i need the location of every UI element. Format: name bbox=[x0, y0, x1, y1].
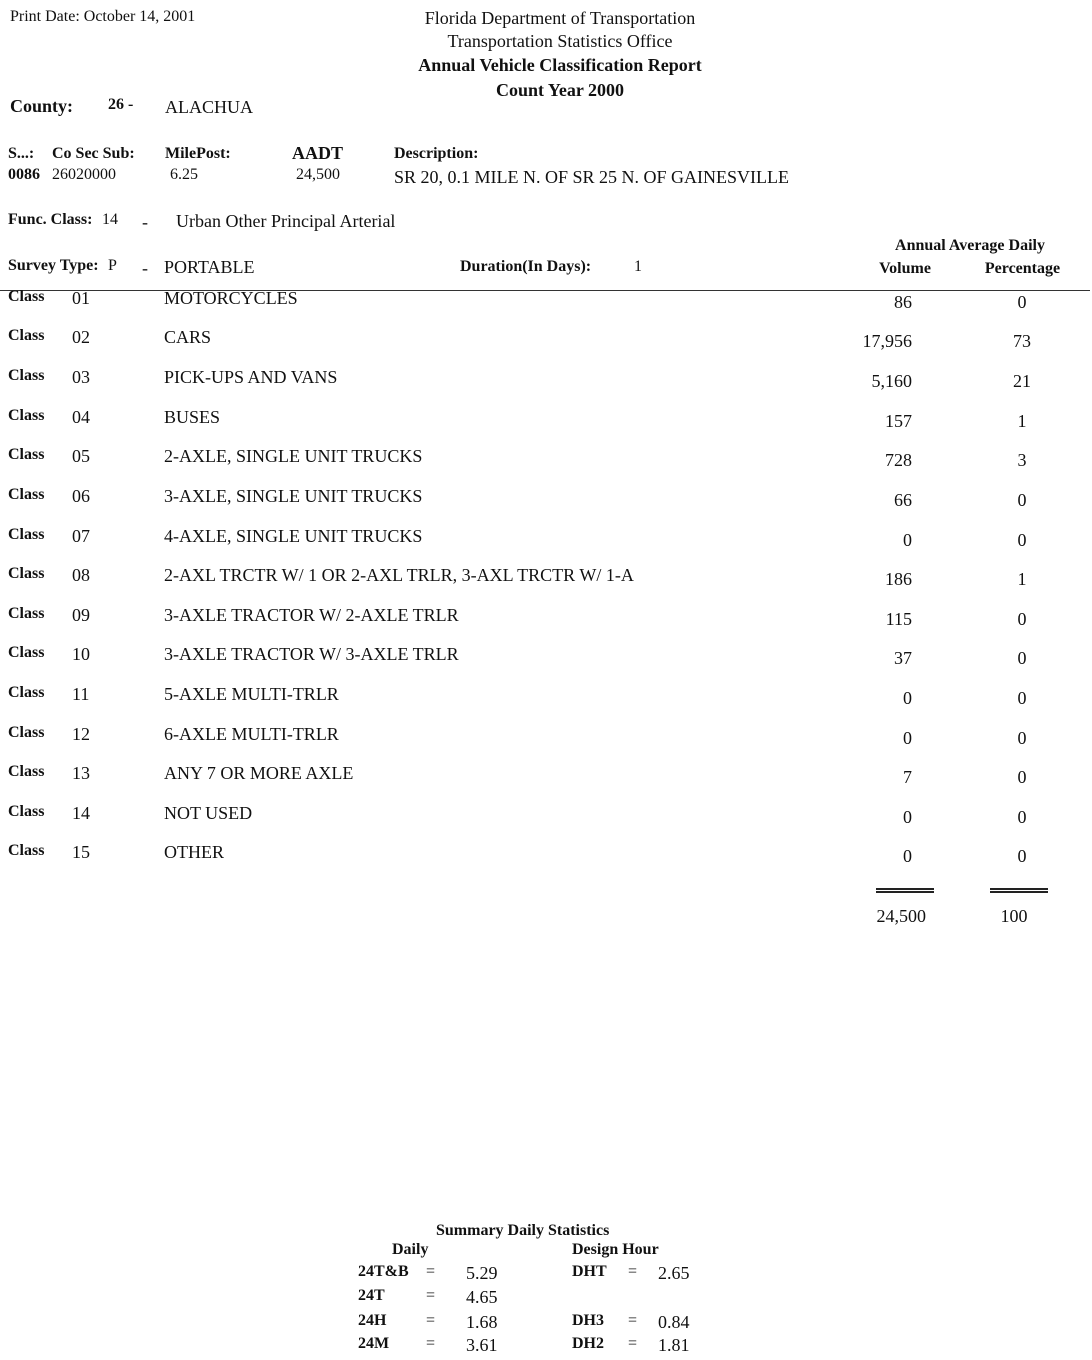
county-name: ALACHUA bbox=[165, 97, 253, 117]
row-class-number: 12 bbox=[72, 724, 90, 744]
row-class-number: 02 bbox=[72, 327, 90, 347]
row-percentage: 0 bbox=[1017, 728, 1027, 748]
table-row bbox=[0, 644, 1092, 684]
row-description: OTHER bbox=[164, 842, 224, 862]
design-eq: = bbox=[628, 1335, 638, 1352]
design-key: DHT bbox=[572, 1263, 607, 1280]
row-label: Class bbox=[8, 724, 45, 741]
row-percentage: 73 bbox=[1013, 331, 1031, 351]
row-volume: 0 bbox=[903, 728, 912, 748]
stat-value: 5.29 bbox=[466, 1263, 498, 1283]
row-percentage: 0 bbox=[1017, 846, 1027, 866]
row-percentage: 1 bbox=[1017, 569, 1027, 589]
row-label: Class bbox=[8, 367, 45, 384]
row-volume: 0 bbox=[903, 530, 912, 550]
volume-header: Volume bbox=[879, 260, 931, 277]
row-class-number: 14 bbox=[72, 803, 90, 823]
row-description: 2-AXL TRCTR W/ 1 OR 2-AXL TRLR, 3-AXL TRCTR W/ 1-A bbox=[164, 565, 634, 585]
row-class-number: 11 bbox=[72, 684, 90, 704]
row-volume: 37 bbox=[894, 648, 912, 668]
percentage-total: 100 bbox=[1000, 906, 1028, 926]
row-percentage: 1 bbox=[1017, 411, 1027, 431]
row-label: Class bbox=[8, 565, 45, 582]
row-percentage: 0 bbox=[1017, 530, 1027, 550]
stat-value: 3.61 bbox=[466, 1335, 498, 1355]
row-description: 6-AXLE MULTI-TRLR bbox=[164, 724, 339, 744]
percentage-total-rule bbox=[990, 888, 1048, 893]
site-value: 0086 bbox=[8, 166, 40, 183]
duration-label: Duration(In Days): bbox=[460, 258, 592, 275]
row-volume: 0 bbox=[903, 688, 912, 708]
row-description: 5-AXLE MULTI-TRLR bbox=[164, 684, 339, 704]
county-label: County: bbox=[10, 96, 74, 116]
row-label: Class bbox=[8, 407, 45, 424]
row-percentage: 0 bbox=[1017, 292, 1027, 312]
row-label: Class bbox=[8, 644, 45, 661]
design-key: DH2 bbox=[572, 1335, 604, 1352]
row-percentage: 0 bbox=[1017, 648, 1027, 668]
design-hour-header: Design Hour bbox=[572, 1241, 659, 1258]
row-class-number: 10 bbox=[72, 644, 90, 664]
cosecsub-label: Co Sec Sub: bbox=[52, 145, 135, 162]
row-label: Class bbox=[8, 288, 45, 305]
row-percentage: 0 bbox=[1017, 490, 1027, 510]
report-title: Annual Vehicle Classification Report bbox=[418, 55, 702, 75]
stat-value: 1.68 bbox=[466, 1312, 498, 1332]
survey-type-dash: - bbox=[142, 258, 148, 278]
description-label: Description: bbox=[394, 145, 479, 162]
table-row bbox=[0, 724, 1092, 764]
stat-eq: = bbox=[426, 1263, 436, 1280]
row-label: Class bbox=[8, 605, 45, 622]
row-description: PICK-UPS AND VANS bbox=[164, 367, 338, 387]
design-key: DH3 bbox=[572, 1312, 604, 1329]
row-label: Class bbox=[8, 486, 45, 503]
design-eq: = bbox=[628, 1263, 638, 1280]
table-row bbox=[0, 842, 1092, 882]
print-date-label: Print Date: bbox=[10, 8, 80, 25]
design-eq: = bbox=[628, 1312, 638, 1329]
row-class-number: 08 bbox=[72, 565, 90, 585]
row-label: Class bbox=[8, 842, 45, 859]
percentage-header: Percentage bbox=[984, 260, 1061, 277]
row-percentage: 21 bbox=[1013, 371, 1031, 391]
row-class-number: 06 bbox=[72, 486, 90, 506]
stat-eq: = bbox=[426, 1312, 436, 1329]
row-class-number: 07 bbox=[72, 526, 90, 546]
aad-group-header: Annual Average Daily bbox=[895, 237, 1045, 254]
row-description: BUSES bbox=[164, 407, 221, 427]
row-volume: 7 bbox=[903, 767, 912, 787]
milepost-label: MilePost: bbox=[165, 145, 231, 162]
print-date-value: October 14, 2001 bbox=[83, 8, 196, 25]
row-description: 2-AXLE, SINGLE UNIT TRUCKS bbox=[164, 446, 423, 466]
aadt-value: 24,500 bbox=[296, 166, 340, 183]
row-volume: 0 bbox=[903, 846, 912, 866]
table-row bbox=[0, 407, 1092, 447]
table-row bbox=[0, 367, 1092, 407]
row-description: CARS bbox=[164, 327, 212, 347]
row-label: Class bbox=[8, 763, 45, 780]
description-value: SR 20, 0.1 MILE N. OF SR 25 N. OF GAINESVILLE bbox=[394, 167, 790, 187]
design-value: 0.84 bbox=[658, 1312, 690, 1332]
stat-value: 4.65 bbox=[466, 1287, 498, 1307]
table-row bbox=[0, 763, 1092, 803]
row-volume: 5,160 bbox=[871, 371, 912, 391]
row-description: 3-AXLE TRACTOR W/ 2-AXLE TRLR bbox=[164, 605, 459, 625]
row-volume: 186 bbox=[885, 569, 912, 589]
stat-key: 24T bbox=[358, 1287, 385, 1304]
row-description: MOTORCYCLES bbox=[164, 288, 298, 308]
milepost-value: 6.25 bbox=[170, 166, 198, 183]
survey-type-label: Survey Type: bbox=[8, 257, 99, 274]
func-class-desc: Urban Other Principal Arterial bbox=[176, 211, 396, 231]
row-description: NOT USED bbox=[164, 803, 253, 823]
func-class-dash: - bbox=[142, 212, 148, 232]
stat-key: 24M bbox=[358, 1335, 390, 1352]
row-class-number: 09 bbox=[72, 605, 90, 625]
row-class-number: 13 bbox=[72, 763, 90, 783]
table-row bbox=[0, 803, 1092, 843]
row-percentage: 3 bbox=[1017, 450, 1027, 470]
row-class-number: 03 bbox=[72, 367, 90, 387]
org-name: Florida Department of Transportation bbox=[424, 8, 696, 28]
row-volume: 86 bbox=[894, 292, 912, 312]
func-class-value: 14 bbox=[102, 211, 118, 228]
daily-header: Daily bbox=[392, 1241, 429, 1258]
row-volume: 66 bbox=[894, 490, 912, 510]
row-label: Class bbox=[8, 446, 45, 463]
table-row bbox=[0, 446, 1092, 486]
row-description: 4-AXLE, SINGLE UNIT TRUCKS bbox=[164, 526, 423, 546]
row-class-number: 15 bbox=[72, 842, 90, 862]
row-percentage: 0 bbox=[1017, 609, 1027, 629]
row-label: Class bbox=[8, 803, 45, 820]
table-row bbox=[0, 565, 1092, 605]
site-label: S...: bbox=[8, 145, 35, 162]
count-year: Count Year 2000 bbox=[495, 80, 624, 100]
row-percentage: 0 bbox=[1017, 688, 1027, 708]
row-class-number: 01 bbox=[72, 288, 90, 308]
survey-type-desc: PORTABLE bbox=[164, 257, 255, 277]
summary-title: Summary Daily Statistics bbox=[436, 1222, 610, 1239]
row-volume: 728 bbox=[885, 450, 912, 470]
row-label: Class bbox=[8, 684, 45, 701]
survey-type-value: P bbox=[108, 257, 117, 274]
row-percentage: 0 bbox=[1017, 767, 1027, 787]
table-row bbox=[0, 526, 1092, 566]
row-percentage: 0 bbox=[1017, 807, 1027, 827]
func-class-label: Func. Class: bbox=[8, 211, 93, 228]
design-value: 1.81 bbox=[658, 1335, 690, 1355]
volume-total-rule bbox=[876, 888, 934, 893]
design-value: 2.65 bbox=[658, 1263, 690, 1283]
row-volume: 0 bbox=[903, 807, 912, 827]
aadt-label: AADT bbox=[292, 143, 344, 163]
table-row bbox=[0, 684, 1092, 724]
row-class-number: 04 bbox=[72, 407, 90, 427]
print-date bbox=[10, 8, 195, 26]
row-label: Class bbox=[8, 526, 45, 543]
county-code: 26 - bbox=[108, 96, 134, 113]
stat-key: 24H bbox=[358, 1312, 387, 1329]
row-description: 3-AXLE, SINGLE UNIT TRUCKS bbox=[164, 486, 423, 506]
duration-value: 1 bbox=[634, 258, 642, 275]
stat-key: 24T&B bbox=[358, 1263, 409, 1280]
volume-total: 24,500 bbox=[876, 906, 926, 926]
stat-eq: = bbox=[426, 1287, 436, 1304]
cosecsub-value: 26020000 bbox=[52, 166, 116, 183]
row-class-number: 05 bbox=[72, 446, 90, 466]
row-label: Class bbox=[8, 327, 45, 344]
row-description: 3-AXLE TRACTOR W/ 3-AXLE TRLR bbox=[164, 644, 459, 664]
row-volume: 115 bbox=[885, 609, 912, 629]
row-volume: 17,956 bbox=[862, 331, 912, 351]
office-name: Transportation Statistics Office bbox=[447, 31, 673, 51]
stat-eq: = bbox=[426, 1335, 436, 1352]
table-row bbox=[0, 327, 1092, 367]
table-row bbox=[0, 486, 1092, 526]
row-description: ANY 7 OR MORE AXLE bbox=[164, 763, 354, 783]
table-row bbox=[0, 605, 1092, 645]
table-row bbox=[0, 288, 1092, 328]
row-volume: 157 bbox=[885, 411, 912, 431]
